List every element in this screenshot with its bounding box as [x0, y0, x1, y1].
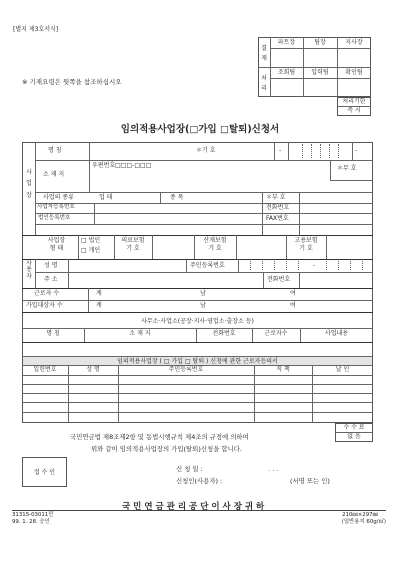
form-number: [별지 제3호서식] [13, 26, 59, 33]
business-phone-label: 전화번호 [266, 204, 290, 211]
user-name-label: 성 명 [44, 262, 58, 269]
footer-approval-date: 99. 1. 28. 승인 [12, 519, 50, 525]
branch-col-business: 사업내용 [324, 330, 349, 337]
seal-label: (서명 또는 인) [290, 477, 330, 485]
worker-col-seal: 날 인 [335, 366, 350, 373]
workplace-form-label: 사업장 형 태 [47, 237, 66, 253]
date-dots: . . . [268, 465, 279, 473]
worker-count-female: 여 [290, 290, 296, 297]
fee-value: 없 음 [347, 433, 361, 440]
zone-code-label: ＊무 호 [337, 165, 357, 172]
fee-label: 수 수 료 [343, 424, 365, 431]
legal-statement-2: 위와 같이 임의적용사업장의 가입(탈퇴)신청을 합니다. [91, 445, 242, 453]
user-rrn-label: 주민등록번호 [190, 262, 225, 269]
worker-count-total: 계 [96, 290, 102, 297]
approval-col-part: 파트장 [277, 39, 296, 46]
branch-col-address: 소 재 지 [129, 330, 151, 337]
target-count-female: 여 [290, 302, 296, 309]
processing-period-label: 처리기한 [342, 98, 366, 105]
worker-col-rrn: 주민등록번호 [168, 366, 204, 373]
receipt-label: 접 수 인 [33, 469, 56, 476]
option-individual[interactable]: □ 개인 [81, 247, 101, 254]
footer-paper-size: 210㎜×297㎜ [342, 512, 378, 518]
business-category-label: 업 태 [99, 194, 113, 201]
worker-table-title: 임의적용사업장 ( □ 가입 □ 탈퇴 ) 신청에 관한 근로자등의서 [117, 358, 278, 365]
branch-col-name: 명 칭 [46, 330, 60, 337]
form-title: 임의적용사업장(□가입 □탈퇴)신청서 [120, 124, 280, 135]
business-name-label: 명 칭 [48, 147, 62, 154]
addressee: 국 민 연 금 관 리 공 단 이 사 장 귀 하 [122, 502, 265, 512]
worker-col-position: 직 책 [276, 366, 290, 373]
user-address-label: 주 소 [44, 276, 58, 283]
industrial-insurance-label: 산재보험 기 호 [203, 237, 227, 253]
branches-title: 사무소·사업소(공장·지사·영업소·출장소 등) [141, 318, 254, 325]
user-section-label: 사 용 자 [26, 260, 32, 280]
fax-label: FAX번호 [266, 215, 289, 222]
medical-insurance-label: 의료보험 기 호 [121, 237, 145, 253]
code-label: ＊부 호 [266, 194, 286, 201]
footer-form-code: 31315-03011민 [12, 512, 54, 518]
worker-col-no: 일련번호 [33, 366, 57, 373]
corp-reg-label: 법인등록번호 [38, 215, 71, 221]
instruction-note: ※ 기재요령은 뒷쪽을 참조하십시오 [22, 78, 122, 86]
postal-code-label: 우편번호□□□-□□□ [92, 162, 152, 169]
option-corporation[interactable]: □ 법인 [81, 237, 101, 244]
footer-paper-type: (일반용지 60g/㎡) [341, 519, 386, 525]
applicant-label: 신청인(사용자) : [176, 477, 223, 485]
approval-col-branch: 지사장 [345, 39, 363, 46]
approval-col-team: 팀장 [314, 39, 326, 46]
target-count-total: 계 [96, 302, 102, 309]
business-reg-label: 사업자등록번호 [37, 204, 75, 210]
worker-count-male: 남 [200, 290, 206, 297]
worker-col-name: 성 명 [86, 366, 100, 373]
worker-count-label: 근로자 수 [34, 290, 60, 297]
employment-insurance-label: 고용보험 기 호 [294, 237, 318, 253]
proc-col-query: 조회팀 [277, 69, 296, 76]
business-address-label: 소 재 지 [43, 171, 65, 178]
legal-statement-1: 국민연금법 제8조제2항 및 동법시행규칙 제4조의 규정에 의하여 [70, 433, 249, 441]
approval-side-label: 결 재 [261, 45, 267, 62]
target-count-male: 남 [200, 302, 206, 309]
date-label: 신 청 일 : [176, 465, 203, 473]
user-phone-label: 전화번호 [267, 276, 291, 283]
target-count-label: 가입대상자 수 [26, 302, 63, 309]
processing-side-label: 처 리 [261, 75, 267, 92]
branch-col-phone: 전화번호 [212, 330, 236, 337]
branch-col-workers: 근로자수 [264, 330, 288, 337]
business-type-label: 사업의 종류 [43, 194, 74, 201]
symbol-label: ＊기 호 [196, 147, 216, 154]
business-section-label: 사 업 장 [26, 169, 32, 199]
proc-col-input: 입력팀 [311, 69, 329, 76]
main-form-table [22, 142, 373, 423]
processing-period-value: 즉 시 [347, 107, 361, 114]
business-item-label: 종 목 [170, 194, 184, 201]
proc-col-check: 확인팀 [345, 69, 363, 76]
